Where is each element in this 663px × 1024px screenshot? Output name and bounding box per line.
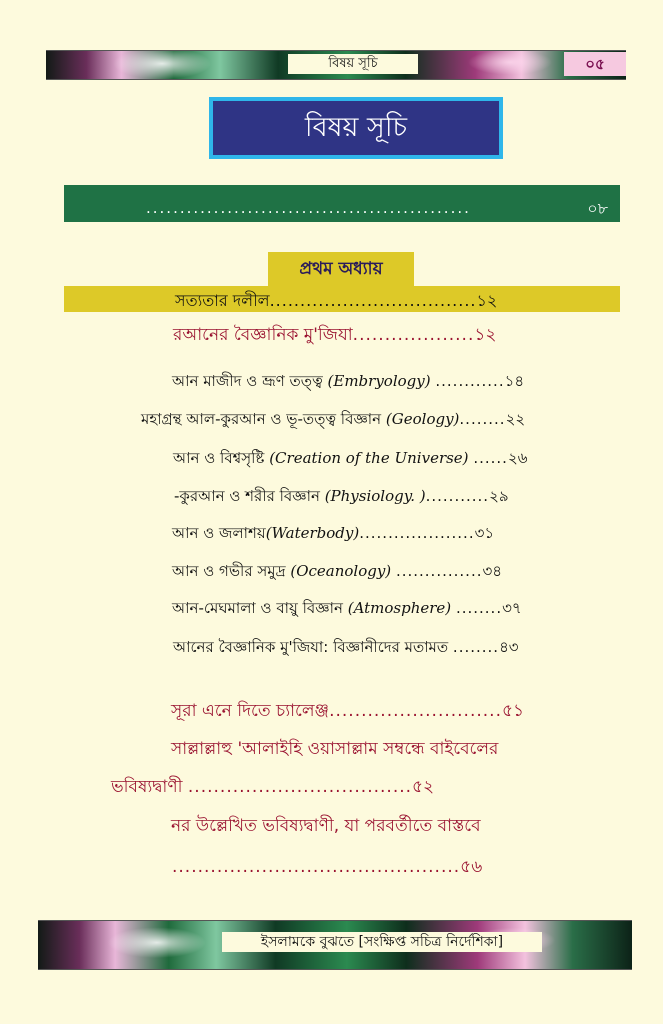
toc-entry-english: (Waterbody) <box>265 524 360 542</box>
leader-dots: ............ <box>435 372 505 390</box>
toc-entry-english: (Atmosphere) <box>347 599 452 617</box>
toc-entry-text: আন-মেঘমালা ও বায়ু বিজ্ঞান <box>172 599 343 617</box>
main-title: বিষয় সূচি <box>209 97 503 159</box>
intro-page: ০৮ <box>587 199 608 218</box>
toc-entry-page: ২৯ <box>489 487 509 505</box>
toc-entry-3[interactable] <box>141 408 525 433</box>
toc-entry-text: ভবিষ্যদ্বাণী <box>111 777 183 797</box>
intro-row[interactable] <box>64 185 620 222</box>
toc-entry-page: ২৬ <box>507 449 528 467</box>
toc-entry-4[interactable] <box>173 447 527 472</box>
toc-entry-text: নর উল্লেখিত ভবিষ্যদ্বাণী, যা পরবর্তীতে বাস্তবে <box>171 816 481 836</box>
toc-entry-page: ১২ <box>474 325 497 345</box>
toc-entry-text: মহাগ্রন্থ আল-কুরআন ও ভূ-তত্ত্ব বিজ্ঞান <box>141 410 382 428</box>
leader-dots: ...... <box>473 449 508 467</box>
toc-entry-text: আন ও বিশ্বসৃষ্টি <box>173 449 265 467</box>
toc-entry-page: ৩১ <box>474 524 495 542</box>
chapter-heading: প্রথম অধ্যায় <box>268 252 414 286</box>
footer-label: ইসলামকে বুঝতে [সংক্ষিপ্ত সচিত্র নির্দেশিকা] <box>222 932 542 952</box>
leader-dots: ........ <box>455 599 503 617</box>
toc-entry-text: রআনের বৈজ্ঞানিক মু'জিযা <box>173 325 353 345</box>
toc-entry-english: (Oceanology) <box>290 562 392 580</box>
leader-dots: ........ <box>459 410 506 428</box>
toc-entry-text: আন ও গভীর সমুদ্র <box>172 562 286 580</box>
toc-entry-page: ২২ <box>505 410 526 428</box>
toc-entry-5[interactable] <box>174 485 509 510</box>
toc-entry-text: সাল্লাল্লাহু 'আলাইহি ওয়াসাল্লাম সম্বন্ধে বাইবেলের <box>171 739 499 759</box>
leader-dots: ........ <box>452 638 500 656</box>
toc-entry-page: ৫১ <box>501 701 525 721</box>
toc-entry-page: ৩৪ <box>482 562 502 580</box>
leader-dots: ................................... <box>187 777 413 797</box>
toc-entry-12[interactable] <box>111 774 434 802</box>
toc-entry-english: (Creation of the Universe) <box>269 449 469 467</box>
toc-entry-text: -কুরআন ও শরীর বিজ্ঞান <box>174 487 320 505</box>
toc-entry-english: (Physiology. ) <box>324 487 426 505</box>
toc-entry-2[interactable] <box>172 370 524 395</box>
toc-entry-1[interactable] <box>173 322 496 350</box>
intro-leader-dots: ................................................ <box>146 199 471 217</box>
toc-entry-page: ৫৬ <box>460 857 483 877</box>
toc-entry-text: আন ও জলাশয় <box>172 524 266 542</box>
toc-entry-8[interactable] <box>172 597 522 622</box>
toc-entry-english: (Geology) <box>385 410 460 428</box>
leader-dots: ............................................. <box>172 857 461 877</box>
toc-entry-0[interactable] <box>175 288 497 315</box>
leader-dots: .................................. <box>269 291 477 310</box>
toc-entry-6[interactable] <box>172 522 494 547</box>
toc-entry-text: আন মাজীদ ও ভ্রূণ তত্ত্ব <box>172 372 323 390</box>
header-title: বিষয় সূচি <box>288 54 418 74</box>
toc-entry-page: ৫২ <box>412 777 435 797</box>
toc-entry-text: সত্যতার দলীল <box>175 291 270 310</box>
toc-entry-page: ১২ <box>476 291 498 310</box>
leader-dots: ........... <box>425 487 490 505</box>
toc-entry-page: ৩৭ <box>502 599 522 617</box>
toc-entry-9[interactable] <box>173 636 519 661</box>
toc-entry-13[interactable] <box>171 813 481 841</box>
header-band <box>46 50 626 80</box>
toc-entry-7[interactable] <box>172 560 502 585</box>
toc-entry-text: সূরা এনে দিতে চ্যালেঞ্জ <box>171 701 330 721</box>
leader-dots: ................... <box>352 325 475 345</box>
leader-dots: ............... <box>395 562 483 580</box>
leader-dots: .................... <box>359 524 475 542</box>
toc-entry-11[interactable] <box>171 736 498 764</box>
toc-entry-english: (Embryology) <box>327 372 431 390</box>
toc-entry-page: ১৪ <box>504 372 525 390</box>
toc-entry-page: ৪৩ <box>499 638 519 656</box>
toc-entry-text: আনের বৈজ্ঞানিক মু'জিযা: বিজ্ঞানীদের মতামত <box>173 638 449 656</box>
toc-entry-14[interactable] <box>172 854 482 882</box>
footer-band <box>38 920 632 970</box>
leader-dots: ........................... <box>329 701 502 721</box>
toc-entry-10[interactable] <box>171 698 524 726</box>
page-number: ০৫ <box>564 52 626 76</box>
